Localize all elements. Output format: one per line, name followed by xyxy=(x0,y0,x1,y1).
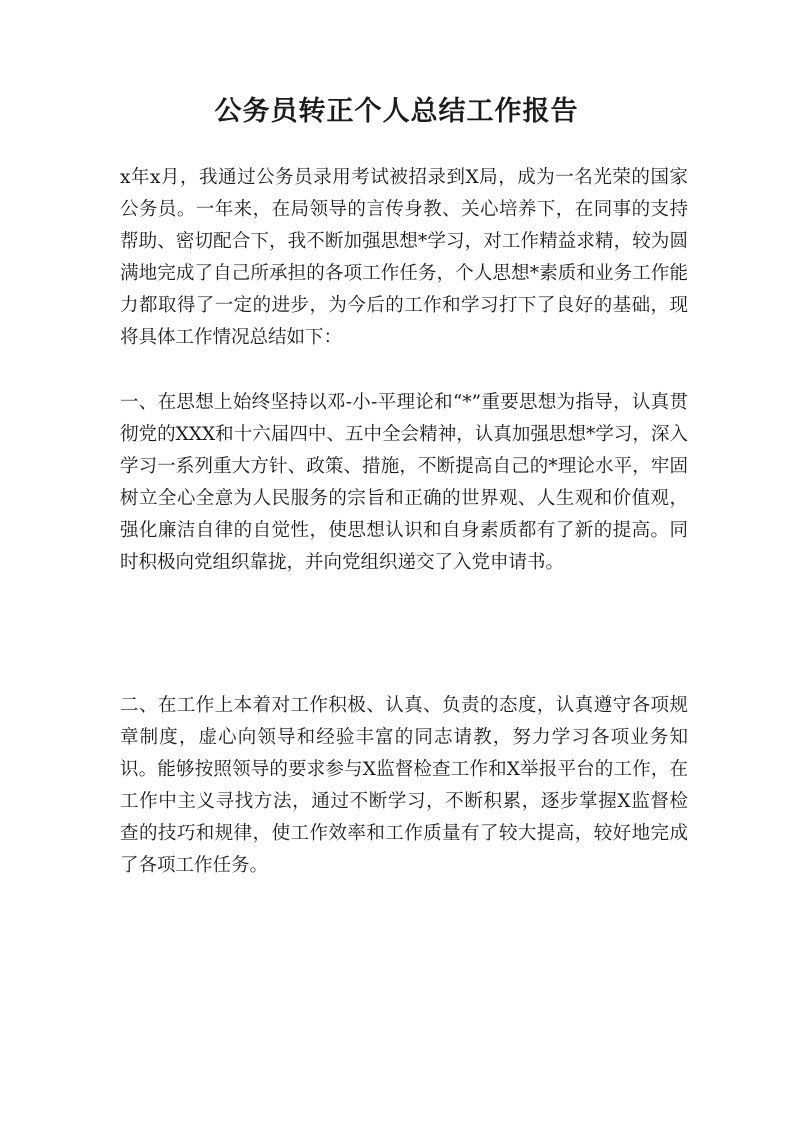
paragraph-section-1: 一、在思想上始终坚持以邓-小-平理论和“*”重要思想为指导，认真贯彻党的XXX和十六届四中、五中全会精神，认真加强思想*学习，深入学习一系列重大方针、政策、措施，不断提高自己的*理论水平，牢固树立全心全意为人民服务的宗旨和正确的世界观、人生观和价值观，强化廉洁自律的自觉性，使思想认识和自身素质都有了新的提高。同时积极向党组织靠拢，并向党组织递交了入党申请书。 xyxy=(120,392,688,573)
paragraph-intro: x年x月，我通过公务员录用考试被招录到X局，成为一名光荣的国家公务员。一年来，在局领导的言传身教、关心培养下，在同事的支持帮助、密切配合下，我不断加强思想*学习，对工作精益求精，较为圆满地完成了自己所承担的各项工作任务，个人思想*素质和业务工作能力都取得了一定的进步，为今后的工作和学习打下了良好的基础，现将具体工作情况总结如下： xyxy=(120,167,688,348)
paragraph-section-2: 二、在工作上本着对工作积极、认真、负责的态度，认真遵守各项规章制度，虚心向领导和经验丰富的同志请教，努力学习各项业务知识。能够按照领导的要求参与X监督检查工作和X举报平台的工作，在工作中主义寻找方法，通过不断学习，不断积累，逐步掌握X监督检查的技巧和规律，使工作效率和工作质量有了较大提高，较好地完成了各项工作任务。 xyxy=(120,695,688,876)
document-title: 公务员转正个人总结工作报告 xyxy=(214,96,579,127)
